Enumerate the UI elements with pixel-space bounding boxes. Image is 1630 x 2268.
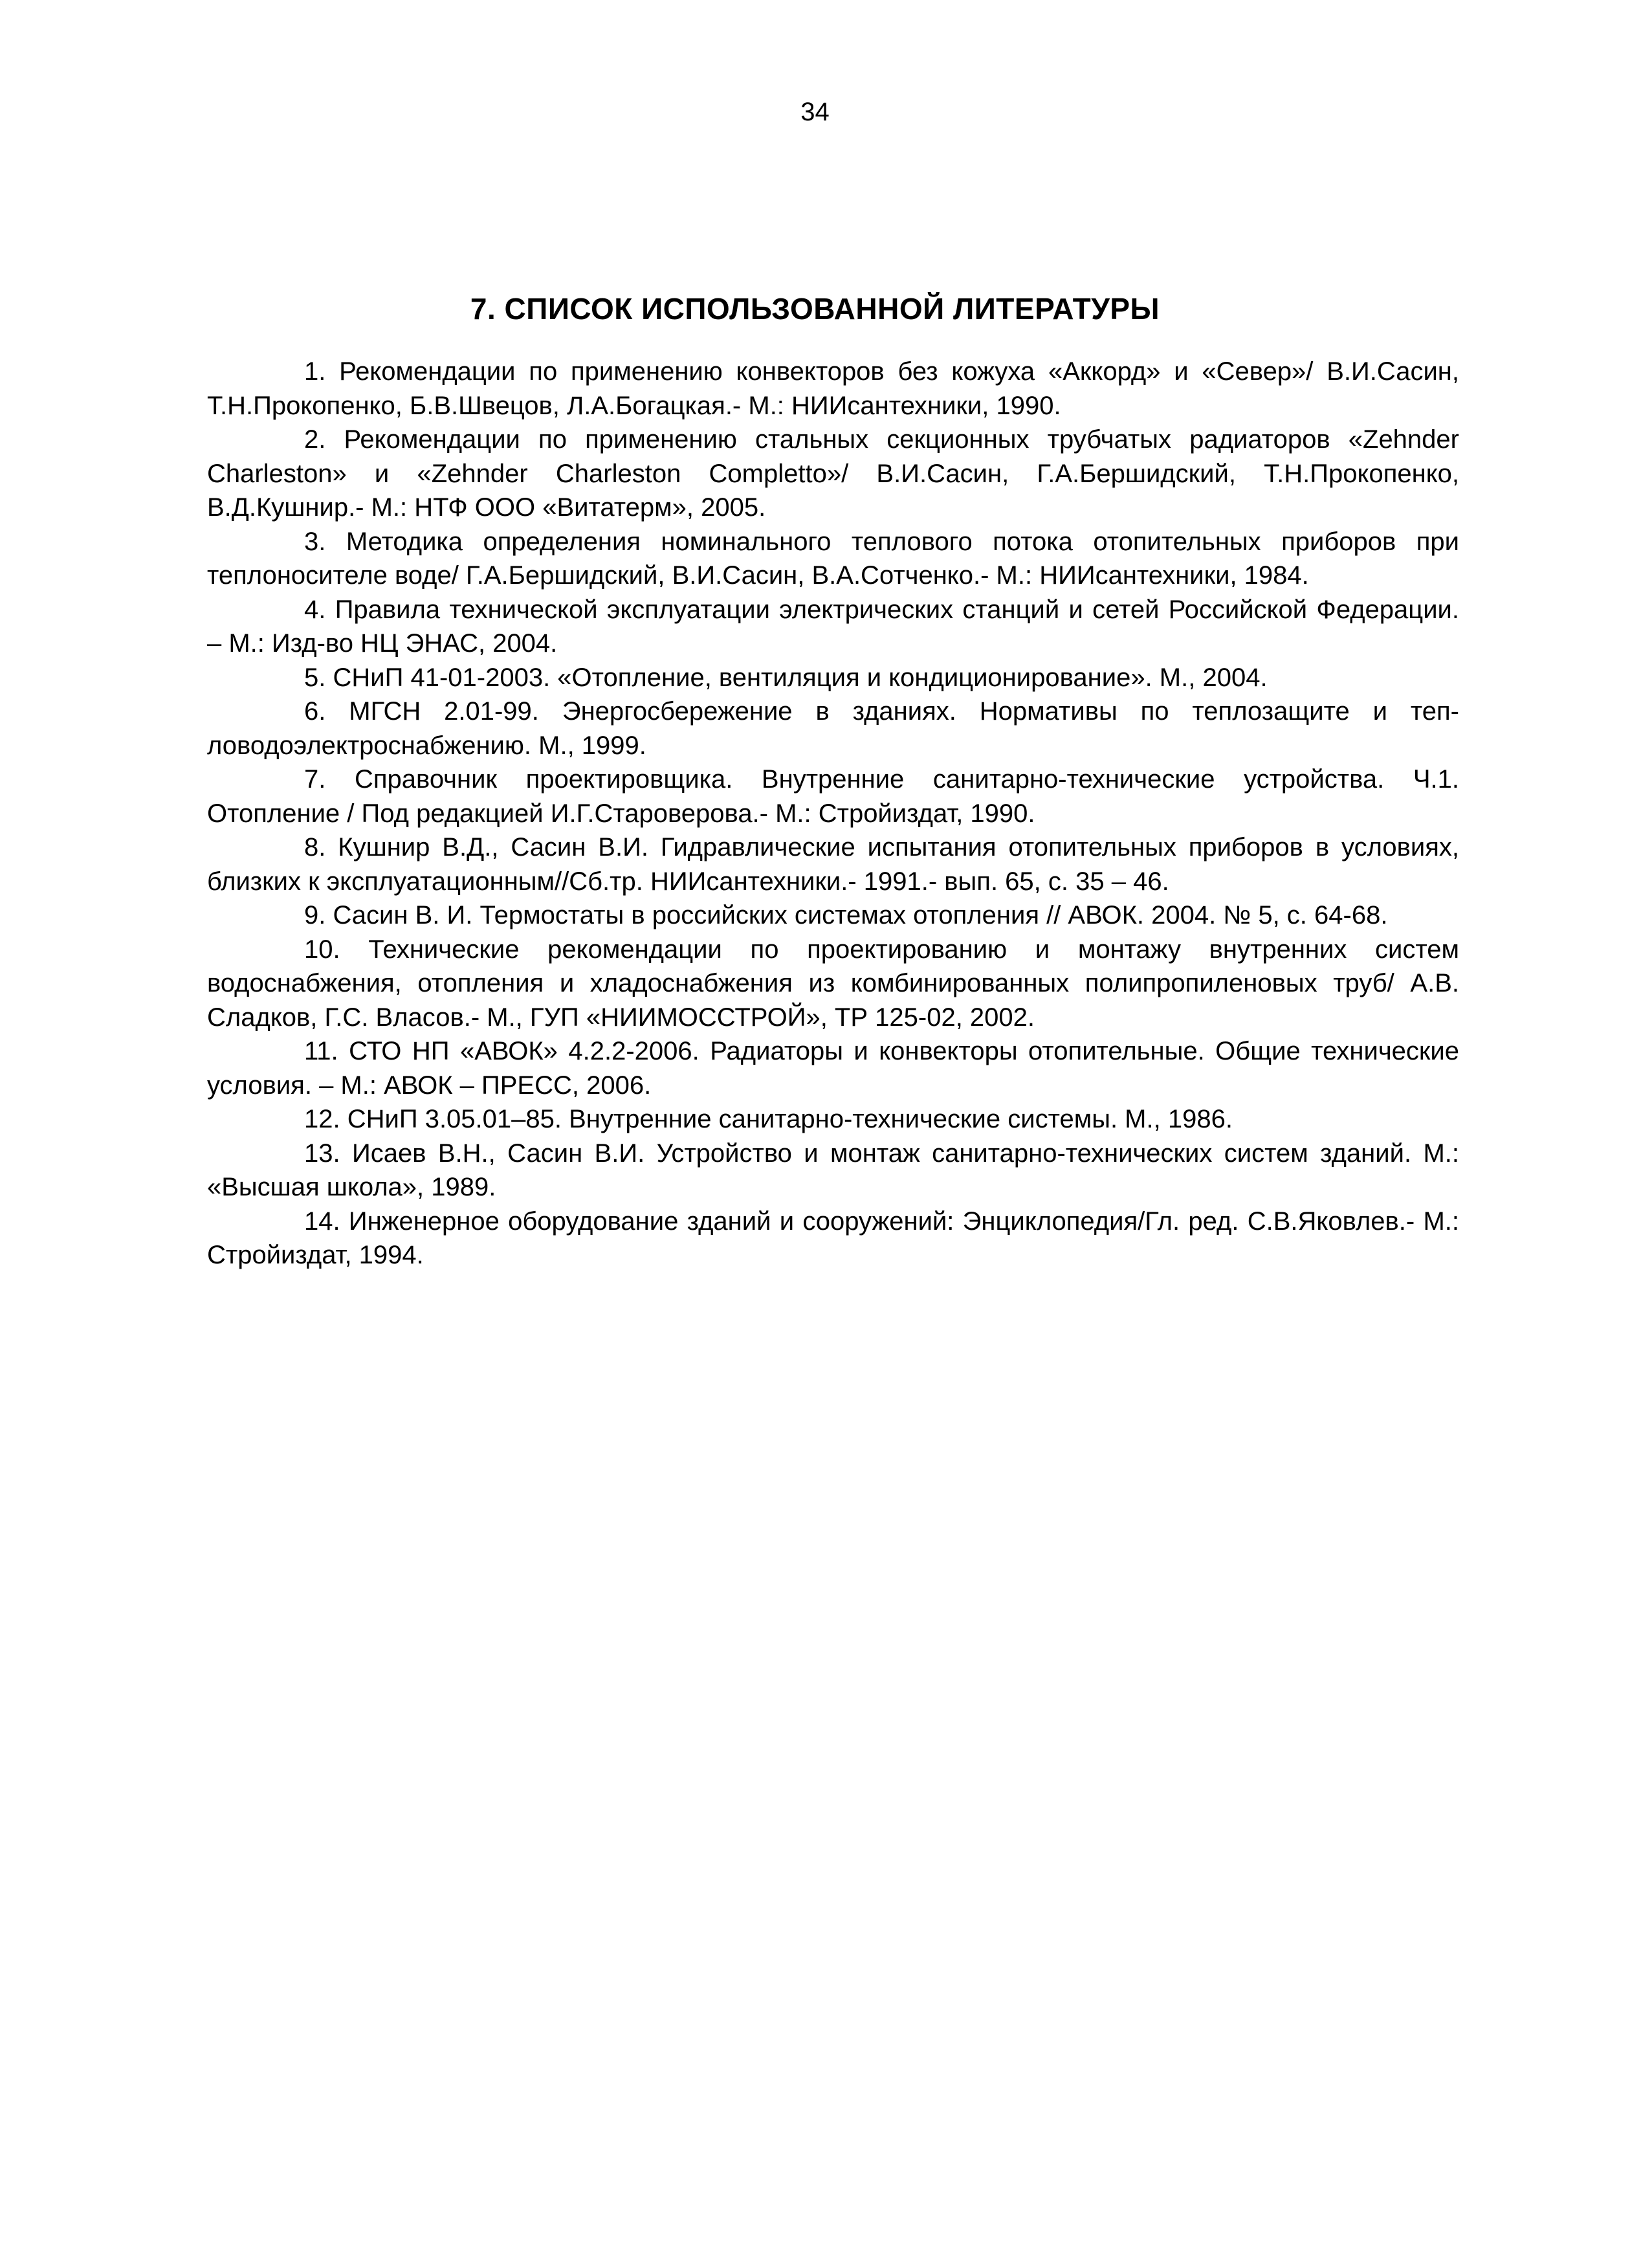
reference-item-14: 14. Инженерное оборудование зданий и сооружений: Энциклопедия/Гл. ред. С.В.Яковлев.- М.: Стройиздат, 1994.	[207, 1206, 1459, 1269]
reference-item-11: 11. СТО НП «АВОК» 4.2.2-2006. Радиаторы и конвекторы отопительные. Общие технические условия. – М.: АВОК – ПРЕСС, 2006.	[207, 1037, 1459, 1100]
reference-item-13: 13. Исаев В.Н., Сасин В.И. Устройство и монтаж санитарно-технических систем зданий. М.: «Высшая школа», 1989.	[207, 1139, 1459, 1201]
reference-item-12: 12. СНиП 3.05.01–85. Внутренние санитарно-технические системы. М., 1986.	[304, 1105, 1233, 1133]
reference-item-4: 4. Правила технической эксплуатации электрических станций и сетей Российской Федерации. – М.: Изд-во НЦ ЭНАС, 2004.	[207, 595, 1459, 658]
page-number: 34	[800, 98, 830, 126]
reference-item-1: 1. Рекомендации по применению конвекторов без кожуха «Аккорд» и «Север»/ В.И.Сасин, Т.Н.Прокопенко, Б.В.Швецов, Л.А.Богацкая.- М.: НИИсантехники, 1990.	[207, 357, 1459, 420]
reference-list	[207, 355, 1459, 1273]
reference-item-5: 5. СНиП 41-01-2003. «Отопление, вентиляция и кондиционирование». М., 2004.	[304, 663, 1268, 692]
reference-item-9: 9. Сасин В. И. Термостаты в российских системах отопления // АВОК. 2004. № 5, с. 64-68.	[304, 901, 1388, 929]
section-title: 7. СПИСОК ИСПОЛЬЗОВАННОЙ ЛИТЕРАТУРЫ	[470, 292, 1160, 326]
reference-item-6: 6. МГСН 2.01-99. Энергосбережение в зданиях. Нормативы по теплозащите и теп-ловодоэлектроснабжению. М., 1999.	[207, 697, 1459, 760]
reference-item-8: 8. Кушнир В.Д., Сасин В.И. Гидравлические испытания отопительных приборов в условиях, близких к эксплуатационным//Сб.тр. НИИсантехники.- 1991.- вып. 65, с. 35 – 46.	[207, 833, 1459, 896]
reference-item-10: 10. Технические рекомендации по проектированию и монтажу внутренних систем водоснабжения, отопления и хладоснабжения из комбинированных полипропиленовых труб/ А.В. Сладков, Г.С. Власов.- М., ГУП «НИИМОССТРОЙ», ТР 125-02, 2002.	[207, 935, 1459, 1032]
reference-item-3: 3. Методика определения номинального теплового потока отопительных приборов при теплоносителе воде/ Г.А.Бершидский, В.И.Сасин, В.А.Сотченко.- М.: НИИсантехники, 1984.	[207, 527, 1459, 590]
reference-item-7: 7. Справочник проектировщика. Внутренние санитарно-технические устройства. Ч.1. Отопление / Под редакцией И.Г.Староверова.- М.: Стройиздат, 1990.	[207, 765, 1459, 828]
reference-item-2: 2. Рекомендации по применению стальных секционных трубчатых радиаторов «Zehnder Charleston» и «Zehnder Charleston Completto»/ В.И.Сасин, Г.А.Бершидский, Т.Н.Прокопенко, В.Д.Кушнир.- М.: НТФ ООО «Витатерм», 2005.	[207, 425, 1459, 522]
